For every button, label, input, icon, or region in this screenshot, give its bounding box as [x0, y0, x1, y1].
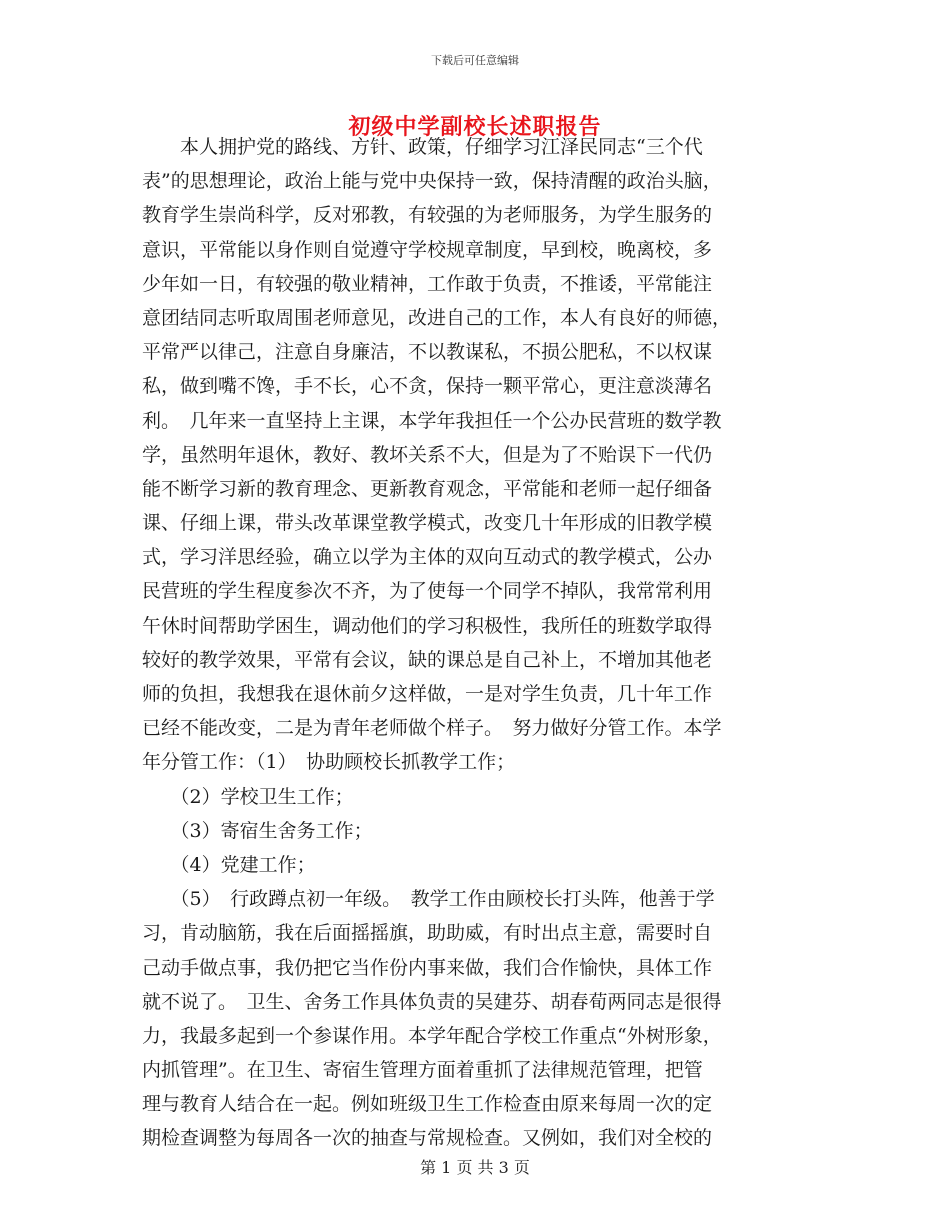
body-line: 己动手做点事，我仍把它当作份内事来做，我们合作愉快，具体工作	[142, 956, 713, 979]
body-line: 课、仔细上课，带头改革课堂教学模式，改变几十年形成的旧教学模	[142, 512, 713, 535]
body-line: 式，学习洋思经验，确立以学为主体的双向互动式的教学模式，公办	[142, 546, 713, 569]
body-line: （3）寄宿生舍务工作；	[142, 819, 373, 842]
body-line: （2）学校卫生工作；	[142, 785, 354, 808]
body-line: （5） 行政蹲点初一年级。 教学工作由顾校长打头阵，他善于学	[142, 888, 715, 911]
body-line: 期检查调整为每周各一次的抽查与常规检查。又例如，我们对全校的	[142, 1127, 713, 1150]
body-line: （4）党建工作；	[142, 853, 316, 876]
body-line: 已经不能改变，二是为青年老师做个样子。 努力做好分管工作。本学	[142, 717, 722, 740]
body-line: 民营班的学生程度参次不齐，为了使每一个同学不掉队，我常常利用	[142, 580, 713, 603]
body-line: 较好的教学效果，平常有会议，缺的课总是自己补上，不增加其他老	[142, 648, 713, 671]
body-line: 利。 几年来一直坚持上主课，本学年我担任一个公办民营班的数学教	[142, 409, 722, 432]
body-line: 私，做到嘴不馋，手不长，心不贪，保持一颗平常心，更注意淡薄名	[142, 375, 713, 398]
page-footer: 第 1 页 共 3 页	[420, 1158, 530, 1177]
body-line: 力，我最多起到一个参谋作用。本学年配合学校工作重点“外树形象，	[142, 1024, 722, 1047]
body-line: 意团结同志听取周围老师意见，改进自己的工作，本人有良好的师德，	[142, 306, 732, 329]
body-line: 意识，平常能以身作则自觉遵守学校规章制度，早到校，晚离校，多	[142, 238, 713, 261]
body-line: 年分管工作：（1） 协助顾校长抓教学工作；	[142, 751, 516, 774]
body-line: 少年如一日，有较强的敬业精神，工作敢于负责，不推诿，平常能注	[142, 272, 713, 295]
body-line: 理与教育人结合在一起。例如班级卫生工作检查由原来每周一次的定	[142, 1093, 713, 1116]
body-line: 学，虽然明年退休，教好、教坏关系不大，但是为了不贻误下一代仍	[142, 443, 713, 466]
body-line: 内抓管理”。在卫生、寄宿生管理方面着重抓了法律规范管理，把管	[142, 1059, 703, 1082]
body-line: 本人拥护党的路线、方针、政策，仔细学习江泽民同志“三个代	[142, 136, 703, 158]
document-body	[142, 130, 808, 1156]
body-line: 教育学生崇尚科学，反对邪教，有较强的为老师服务，为学生服务的	[142, 204, 713, 227]
body-line: 表”的思想理论，政治上能与党中央保持一致，保持清醒的政治头脑，	[142, 170, 722, 193]
document-title: 初级中学副校长述职报告	[348, 114, 602, 140]
body-line: 习，肯动脑筋，我在后面摇摇旗，助助威，有时出点主意，需要时自	[142, 922, 713, 945]
body-line: 午休时间帮助学困生，调动他们的学习积极性，我所任的班数学取得	[142, 614, 713, 637]
body-line: 就不说了。 卫生、舍务工作具体负责的吴建芬、胡春荀两同志是很得	[142, 990, 722, 1013]
body-line: 师的负担，我想我在退休前夕这样做，一是对学生负责，几十年工作	[142, 683, 713, 705]
page-header-note: 下载后可任意编辑	[431, 54, 519, 67]
body-line: 平常严以律己，注意自身廉洁，不以教谋私，不损公肥私，不以权谋	[142, 341, 713, 364]
body-line: 能不断学习新的教育理念、更新教育观念，平常能和老师一起仔细备	[142, 477, 713, 500]
